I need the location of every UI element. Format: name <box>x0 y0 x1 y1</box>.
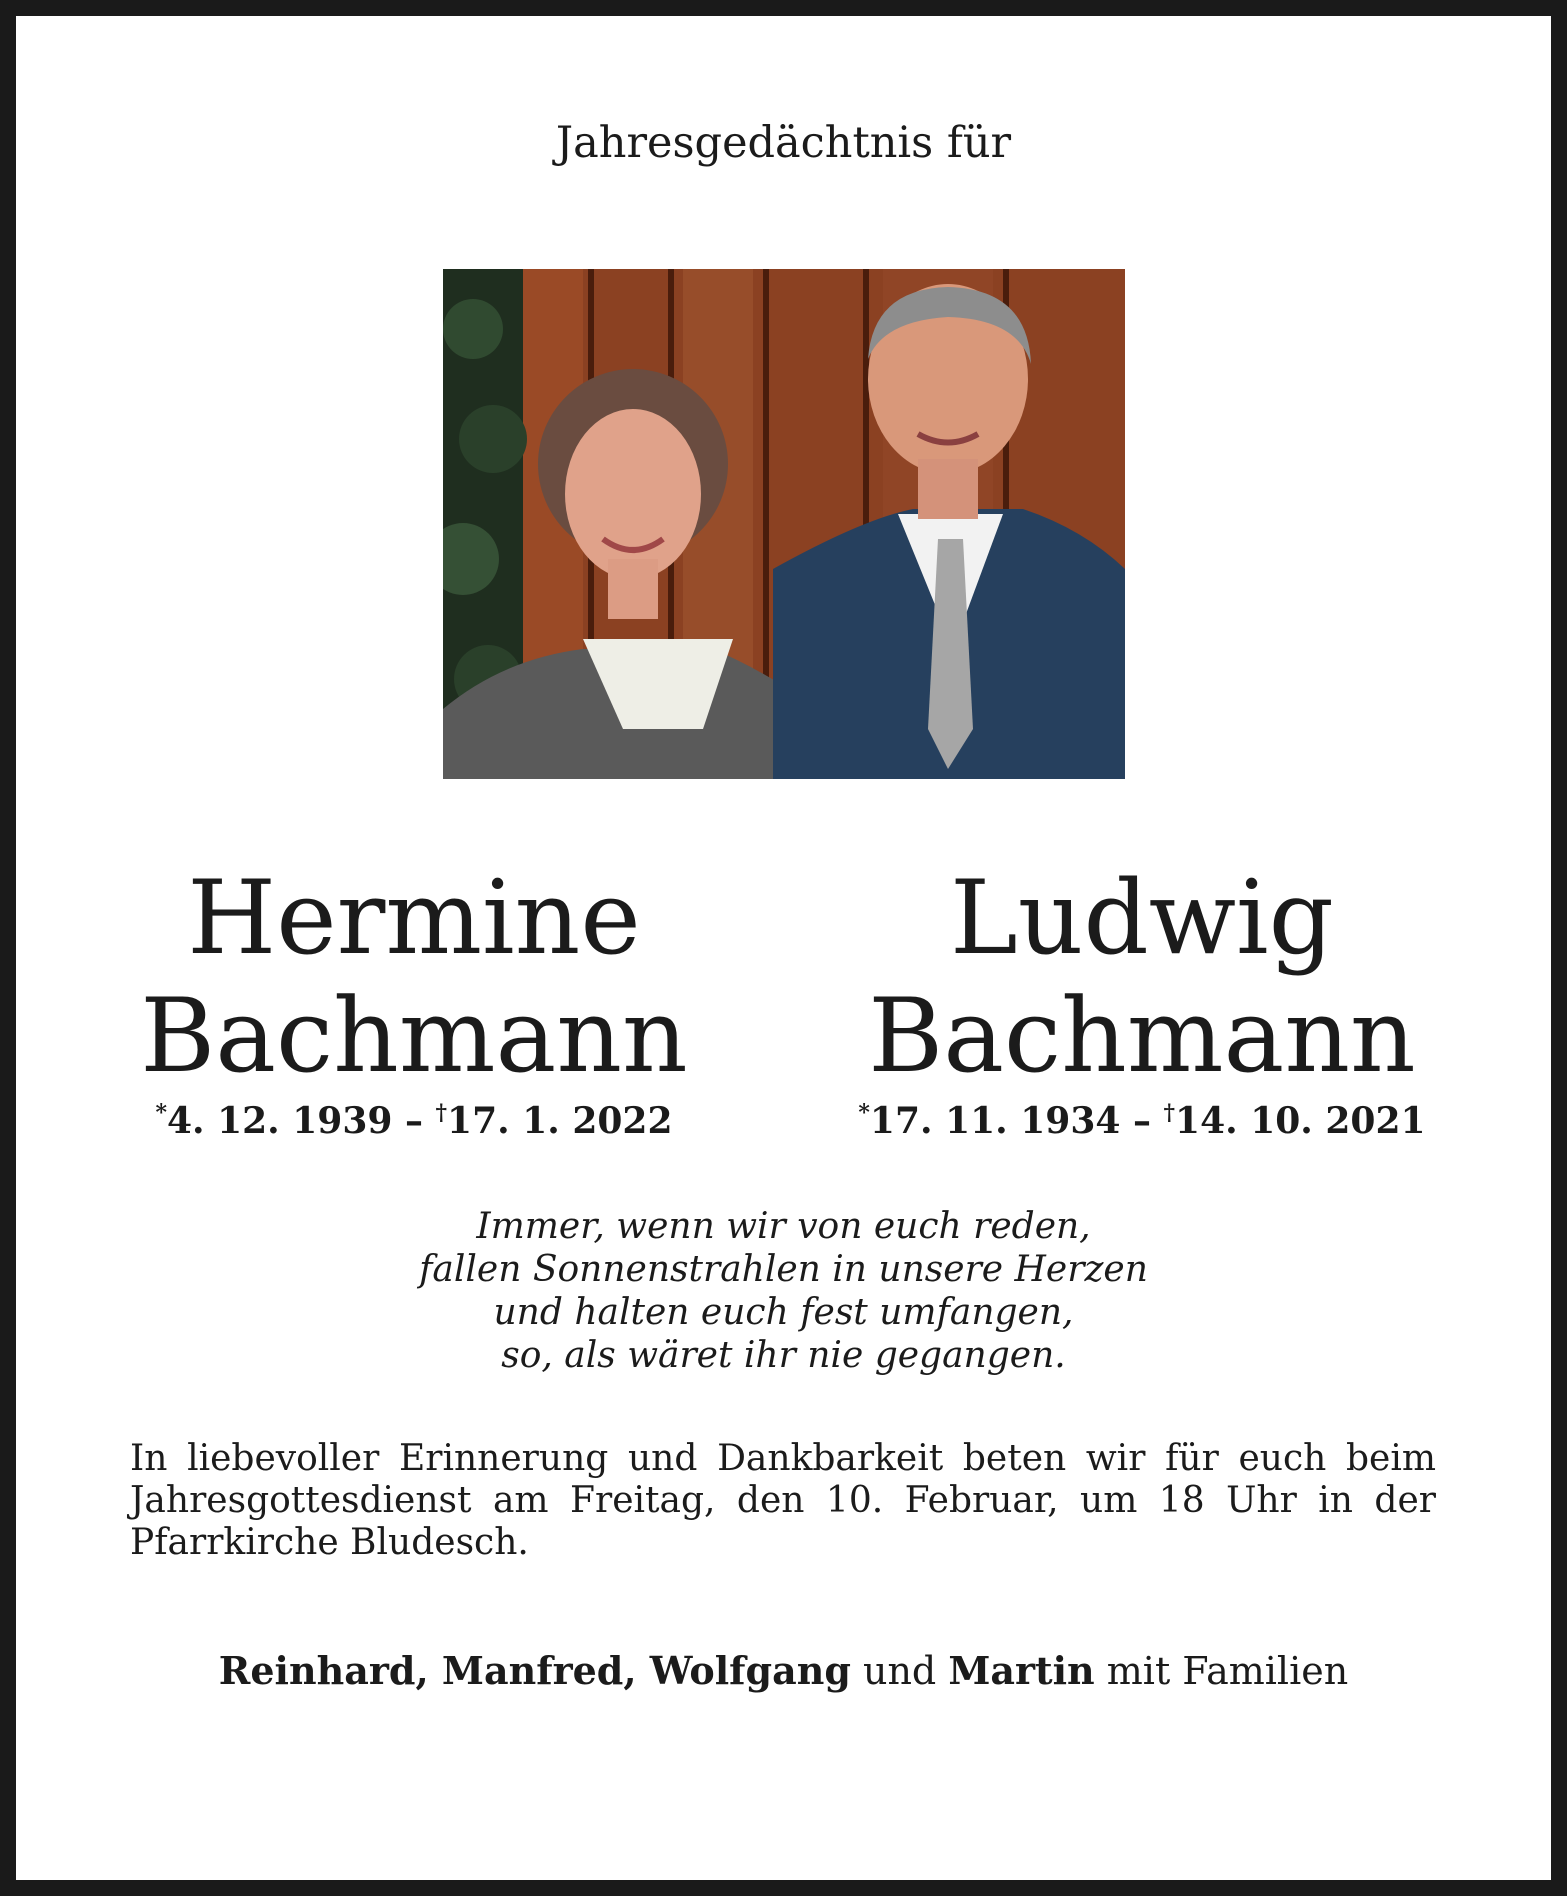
date-separator: – <box>1120 1100 1164 1142</box>
person-life-dates <box>94 1100 734 1142</box>
person-first-name: Ludwig <box>950 859 1334 978</box>
memorial-poem <box>0 1205 1567 1377</box>
death-symbol: † <box>435 1100 448 1126</box>
family-signature <box>0 1648 1567 1693</box>
birth-symbol: * <box>155 1100 167 1126</box>
signature-connector: und <box>850 1649 949 1693</box>
poem-line: fallen Sonnenstrahlen in unsere Herzen <box>419 1249 1148 1290</box>
birth-symbol: * <box>858 1100 870 1126</box>
birth-date: 4. 12. 1939 <box>166 1100 393 1142</box>
death-date: 17. 1. 2022 <box>447 1100 673 1142</box>
person-first-name: Hermine <box>187 859 641 978</box>
poem-line: Immer, wenn wir von euch reden, <box>476 1206 1091 1247</box>
date-separator: – <box>392 1100 436 1142</box>
person-ludwig <box>822 860 1462 1142</box>
death-symbol: † <box>1163 1100 1176 1126</box>
person-last-name: Bachmann <box>868 977 1416 1096</box>
poem-line: so, als wäret ihr nie gegangen. <box>501 1335 1066 1376</box>
service-announcement: In liebevoller Erinnerung und Dankbarkeit beten wir für euch beim Jahresgottesdienst am Freitag, den 10. Februar, um 18 Uhr in der Pfarrkirche Bludesch. <box>130 1438 1436 1563</box>
person-last-name: Bachmann <box>140 977 688 1096</box>
birth-date: 17. 11. 1934 <box>869 1100 1121 1142</box>
signature-names-primary: Reinhard, Manfred, Wolfgang <box>218 1648 851 1693</box>
couple-photo-image <box>443 269 1125 779</box>
poem-line: und halten euch fest umfangen, <box>493 1292 1074 1333</box>
notice-heading: Jahresgedächtnis für <box>555 118 1012 168</box>
signature-names-secondary: Martin <box>948 1648 1095 1693</box>
signature-suffix: mit Familien <box>1094 1649 1349 1693</box>
person-life-dates <box>822 1100 1462 1142</box>
person-hermine <box>94 860 734 1142</box>
couple-photo <box>443 269 1125 779</box>
death-date: 14. 10. 2021 <box>1175 1100 1426 1142</box>
